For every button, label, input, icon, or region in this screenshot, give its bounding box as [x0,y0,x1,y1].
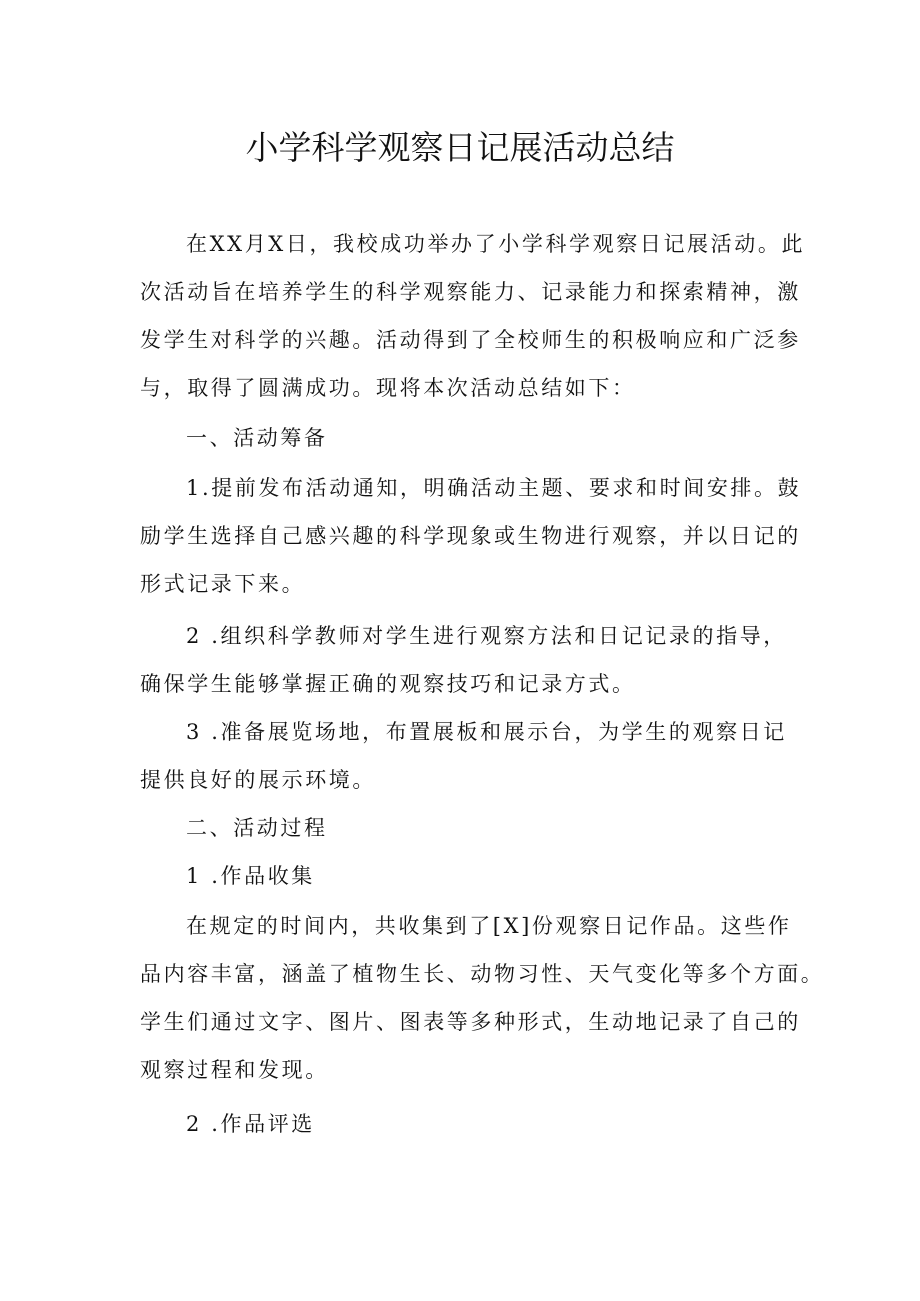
paragraph-line: 发学生对科学的兴趣。活动得到了全校师生的积极响应和广泛参 [140,328,801,352]
subheading: 2 .作品评选 [186,1112,315,1136]
paragraph-line: 励学生选择自己感兴趣的科学现象或生物进行观察，并以日记的 [140,524,801,548]
paragraph-line: 形式记录下来。 [140,572,306,596]
paragraph-line: 在规定的时间内，共收集到了[X]份观察日记作品。这些作 [186,914,792,938]
document-title: 小学科学观察日记展活动总结 [245,128,675,167]
section-heading-process [140,804,790,852]
process-subheading-collection [140,852,790,900]
preparation-item-1 [140,464,802,608]
intro-paragraph [140,220,806,412]
section-heading-preparation [140,414,790,462]
section-heading: 二、活动过程 [186,816,328,840]
paragraph-line: 品内容丰富，涵盖了植物生长、动物习性、天气变化等多个方面。 [140,962,825,986]
preparation-item-2 [140,612,790,708]
process-subheading-evaluation [140,1100,790,1148]
paragraph-line: 提供良好的展示环境。 [140,768,376,792]
paragraph-line: 2 .组织科学教师对学生进行观察方法和日记记录的指导， [186,624,787,648]
paragraph-line: 在XX月X日，我校成功举办了小学科学观察日记展活动。此 [186,232,806,256]
paragraph-line: 确保学生能够掌握正确的观察技巧和记录方式。 [140,672,636,696]
collection-paragraph [140,902,825,1094]
paragraph-line: 1.提前发布活动通知，明确活动主题、要求和时间安排。鼓 [186,476,802,500]
section-heading: 一、活动筹备 [186,426,328,450]
paragraph-line: 次活动旨在培养学生的科学观察能力、记录能力和探索精神，激 [140,280,801,304]
paragraph-line: 观察过程和发现。 [140,1058,329,1082]
paragraph-line: 学生们通过文字、图片、图表等多种形式，生动地记录了自己的 [140,1010,801,1034]
paragraph-line: 与，取得了圆满成功。现将本次活动总结如下： [140,376,636,400]
subheading: 1 .作品收集 [186,864,315,888]
preparation-item-3 [140,708,790,804]
paragraph-line: 3 .准备展览场地，布置展板和展示台，为学生的观察日记 [186,720,787,744]
